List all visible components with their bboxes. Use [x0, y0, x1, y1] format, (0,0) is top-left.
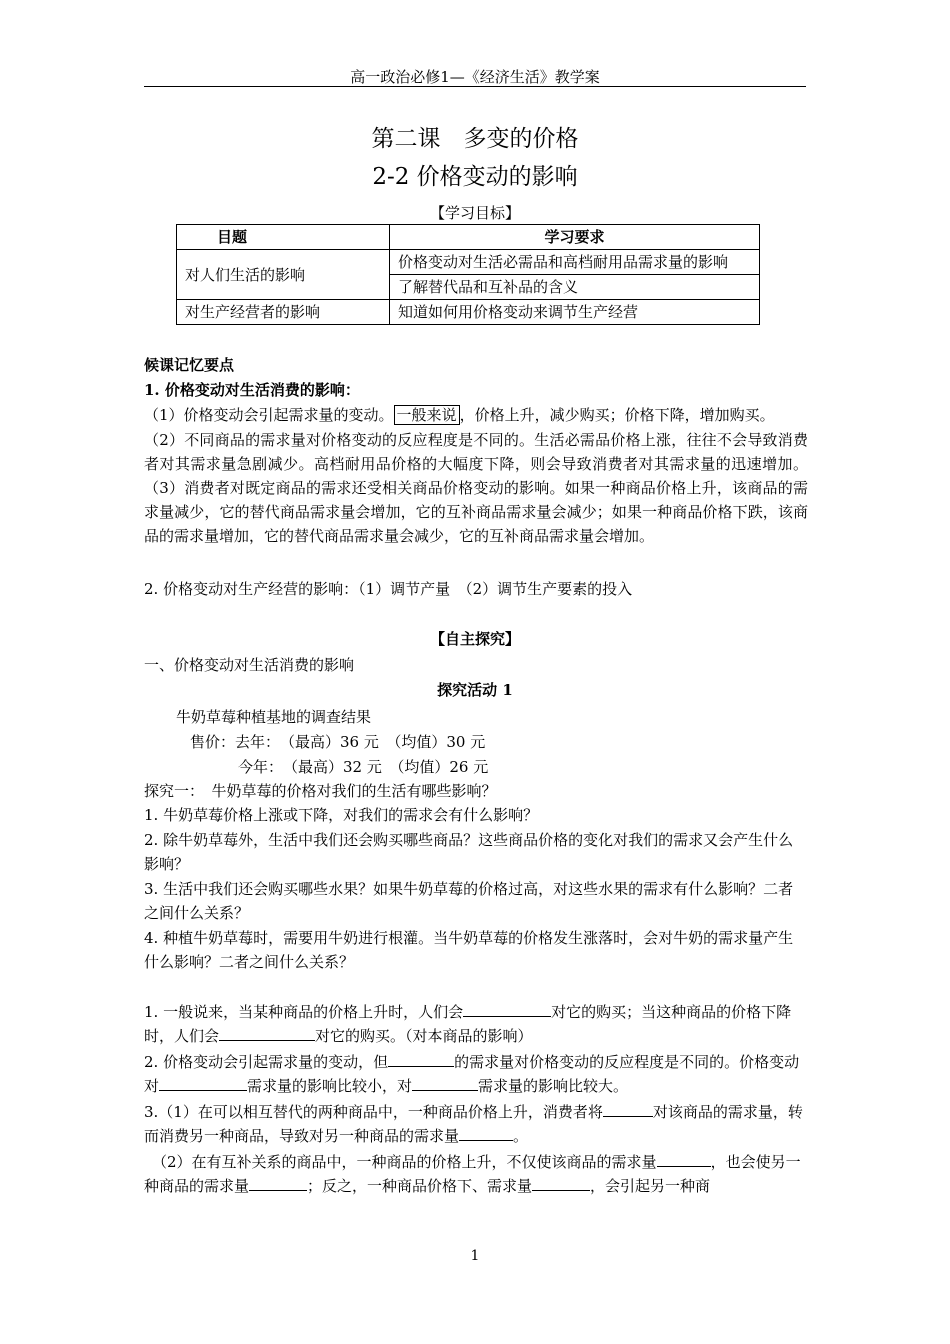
- row2-topic: 对生产经营者的影响: [177, 300, 390, 325]
- question-2: 2. 除牛奶草莓外，生活中我们还会购买哪些商品？这些商品价格的变化对我们的需求又会产生什么影响？: [144, 831, 794, 873]
- objectives-table: [176, 224, 760, 325]
- answer-blank[interactable]: [159, 1074, 247, 1091]
- fill-1: [144, 1000, 808, 1048]
- explore-section1: 一、价格变动对生活消费的影响: [144, 656, 355, 674]
- survey-title: 牛奶草莓种植基地的调查结果: [176, 708, 372, 726]
- page-header: 高一政治必修1—《经济生活》教学案: [350, 68, 600, 86]
- answer-blank[interactable]: [249, 1174, 307, 1191]
- answer-blank[interactable]: [603, 1100, 653, 1117]
- header-rule: [144, 86, 806, 87]
- fill-3: [144, 1100, 808, 1148]
- answer-blank[interactable]: [459, 1124, 513, 1141]
- price-last-year: 售价：去年： （最高）36 元 （均值）30 元: [190, 733, 486, 751]
- fill-2-text-c: 需求量的影响比较小，对: [247, 1077, 413, 1095]
- table-row: [177, 250, 760, 275]
- activity-title: 探究活动 1: [437, 681, 513, 699]
- answer-blank[interactable]: [388, 1050, 454, 1067]
- answer-blank[interactable]: [463, 1000, 551, 1017]
- table-header-row: [177, 225, 760, 250]
- lesson-title: 第二课 多变的价格: [371, 126, 579, 152]
- table-row: [177, 300, 760, 325]
- fill-4-text-a: （2）在有互补关系的商品中，一种商品的价格上升，不仅使该商品的需求量: [152, 1153, 657, 1171]
- fill-4-text-b: ，也会使另一种商品的需求量: [144, 1153, 801, 1195]
- memory-p1-a: （1）价格变动会引起需求量的变动。: [144, 406, 394, 424]
- row1-req2: 了解替代品和互补品的含义: [390, 275, 760, 300]
- objectives-heading: 【学习目标】: [429, 204, 520, 222]
- answer-blank[interactable]: [412, 1074, 478, 1091]
- fill-3-text-c: 。: [513, 1127, 529, 1145]
- memory-p1-boxed: 一般来说: [394, 405, 460, 425]
- col-req-header: 学习要求: [390, 225, 760, 250]
- fill-1-text-b: 对它的购买；当这种商品的价格下降时，人们会: [144, 1003, 792, 1045]
- fill-2-text-a: 2. 价格变动会引起需求量的变动，但: [144, 1053, 389, 1071]
- memory-p1-b: ，价格上升，减少购买；价格下降，增加购买。: [459, 406, 775, 424]
- page-number: 1: [470, 1248, 480, 1264]
- row1-req1: 价格变动对生活必需品和高档耐用品需求量的影响: [390, 250, 760, 275]
- explore-heading: 【自主探究】: [429, 630, 520, 648]
- row1-topic: 对人们生活的影响: [177, 250, 390, 300]
- col-topic-header: 目题: [177, 225, 390, 250]
- fill-2-text-d: 需求量的影响比较大。: [478, 1077, 629, 1095]
- fill-1-text-a: 1. 一般说来，当某种商品的价格上升时，人们会: [144, 1003, 464, 1021]
- fill-3-text-b: 对该商品的需求量，转而消费另一种商品，导致对另一种商品的需求量: [144, 1103, 803, 1145]
- answer-blank[interactable]: [657, 1150, 711, 1167]
- memory-p2: （2）不同商品的需求量对价格变动的反应程度是不同的。生活必需品价格上涨，往往不会导致消费者对其需求量急剧减少。高档耐用品价格的大幅度下降，则会导致消费者对其需求量的迅速增加。（3）消费者对既定商品的需求还受相关商品价格变动的影响。如果一种商品价格上升，该商品的需求量减少，它的替代商品需求量会增加，它的互补商品需求量会减少；如果一种商品价格下跌，该商品的需求量增加，它的替代商品需求量会减少，它的互补商品需求量会增加。: [144, 431, 808, 545]
- fill-3-text-a: 3.（1）在可以相互替代的两种商品中，一种商品价格上升，消费者将: [144, 1103, 603, 1121]
- question-intro: 探究一： 牛奶草莓的价格对我们的生活有哪些影响？: [144, 782, 497, 800]
- question-3: 3. 生活中我们还会购买哪些水果？如果牛奶草莓的价格过高，对这些水果的需求有什么影响？二者之间什么关系？: [144, 880, 794, 922]
- fill-1-text-c: 对它的购买。（对本商品的影响）: [315, 1027, 533, 1045]
- price-this-year: 今年： （最高）32 元 （均值）26 元: [238, 758, 489, 776]
- answer-blank[interactable]: [532, 1174, 590, 1191]
- memory-p1: [144, 404, 775, 425]
- fill-2-text-b: 的需求量对价格变动的反应程度是不同的。价格变动对: [144, 1053, 800, 1095]
- fill-4-text-c: ；反之，一种商品价格下、需求量: [307, 1177, 533, 1195]
- fill-2: [144, 1050, 808, 1098]
- fill-4: [144, 1150, 808, 1198]
- memory-item2: 2. 价格变动对生产经营的影响：（1）调节产量 （2）调节生产要素的投入: [144, 580, 633, 598]
- section-title: 2-2 价格变动的影响: [372, 164, 578, 190]
- fill-4-text-d: ，会引起另一种商: [590, 1177, 711, 1195]
- memory-item1-title: 1. 价格变动对生活消费的影响：: [144, 381, 360, 399]
- question-1: 1. 牛奶草莓价格上涨或下降，对我们的需求会有什么影响？: [144, 806, 539, 824]
- row2-req: 知道如何用价格变动来调节生产经营: [390, 300, 760, 325]
- memory-heading: 候课记忆要点: [144, 356, 235, 374]
- answer-blank[interactable]: [219, 1024, 315, 1041]
- question-4: 4. 种植牛奶草莓时，需要用牛奶进行根灌。当牛奶草莓的价格发生涨落时，会对牛奶的需求量产生什么影响？二者之间什么关系？: [144, 929, 794, 971]
